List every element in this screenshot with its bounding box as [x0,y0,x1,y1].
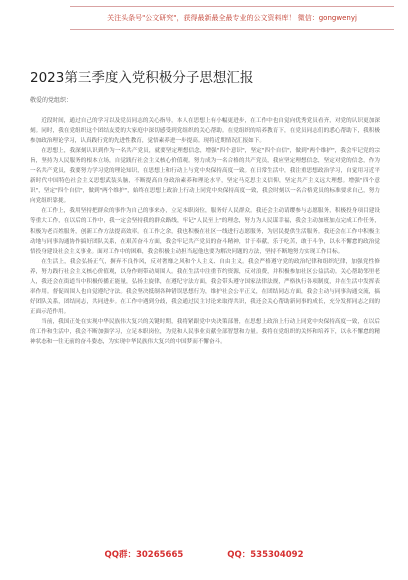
banner-text: 关注头条号"公文研究"，获得最新最全最专业的公文资料库！ 微信：gongwenyj [107,14,357,22]
footer-qq: QQ：535304092 [227,550,304,560]
paragraph-work: 在工作上，我用坚持把群众的事作为自己的事来办，立足本职岗位，服务好人民群众。我还会主动请缨参与志愿服务，积极投身项目建设等重大工作，在以后的工作中，我一定会坚持我的群众路线，牢记"人民至上"的理念，努力为人民谋幸福，我会主动加班加点完成工作任务，积极为老百姓服务，创新工作方法提高效率。在工作之余，我也积极在社区一线进行志愿服务，为居民提供生活服务。我还会在工作中积极主动地与同事沟通协作搞好团队关系，在艰苦奋斗方面，我会牢记共产党员的奋斗精神，甘于奉献，乐于吃苦，敢于斗争，以永不懈怠的政治觉悟投身建设社会主义事业。面对工作中的困难，我会积极主动担当起他也要为解决问题的方法，坚持不断地努力实现工作目标。 [30,208,380,255]
footer-qq-group: QQ群：30265665 [104,550,184,560]
footer-contacts [0,548,408,560]
document-title: 2023第三季度入党积极分子思想汇报 [30,70,254,86]
document-body [30,116,380,347]
paragraph-closing: 当前，我国正处在实现中华民族伟大复兴的关键时期，我将紧跟党中央决策部署，在思想上政治上行动上同党中央保持高度一致，在以后的工作和生活中，我会不断加强学习，立足本职岗位，为党和人民事业贡献全部智慧和力量。我将在党组织的关怀和培养下，以永不懈怠的精神状态和一往无前的奋斗姿态，为实现中华民族伟大复兴的中国梦而不懈奋斗。 [30,318,380,346]
salutation: 敬爱的党组织： [30,97,73,104]
paragraph-life: 在生活上，我会弘扬正气，摒弃不良作风，反对奢靡之风和个人主义、自由主义。我会严格遵守党的政治纪律和组织纪律，加强党性修养，努力践行社会主义核心价值观，以身作则带动周围人。我在生活中注重节约资源，反对浪费，并积极参加社区公益活动。关心帮助邻里老人，我还会在街道当中积极传播正能量，弘扬主旋律，在遵纪守法方面，我会带头遵守国家法律法规，严格执行各项制度，并在生活中发挥表率作用。督促周围人也自觉遵纪守法。我会坚决抵制各种错误思想行为，维护社会公平正义，在团结同志方面，我会主动与同事沟通交流，搞好团队关系，团结同志，共同进步。在工作中遇到分歧，我会通过民主讨论来取得共识，我还会关心帮助新同事的成长，充分发挥同志之间的正面示范作用。 [30,258,380,315]
header-banner [70,6,394,30]
paragraph-thought: 在思想上，我深刻认识到作为一名共产党员，就要坚定理想信念，增强"四个意识"，坚定"四个自信"，做到"两个维护"，我会牢记党的宗旨，坚持为人民服务的根本立场，自觉践行社会主义核心价值观。努力成为一名合格的共产党员，我应坚定理想信念，坚定对党的信念，作为一名共产党员，我要努力学习党的理论知识，在思想上和行动上与党中央保持高度一致。在日常生活中，我注重思想政治学习，自觉用习近平新时代中国特色社会主义思想武装头脑，不断提高自身政治素养和理论水平，坚定马克思主义信仰，坚定共产主义远大理想。增强"四个意识"，坚定"四个自信"，做到"两个维护"，始终在思想上政治上行动上同党中央保持高度一致，我会时刻以一名合格党员的标准要求自己，努力向党组织靠拢。 [30,148,380,205]
paragraph-intro: 近段时间，通过自己的学习以及党员同志的关心指导，本人在思想上有小幅更进步，在工作中也自觉向优秀党员看齐，对党的认识更加深刻。同时，我在党组织这个团结友爱的大家庭中深切感受到党组织的关心帮助。在党组织的培养教育下，在党员同志们的悉心帮助下，我积极参加政治理论学习，认真践行党的先进性教育，觉悟素养进一步提高。现将近期情况汇报如下。 [30,118,380,145]
